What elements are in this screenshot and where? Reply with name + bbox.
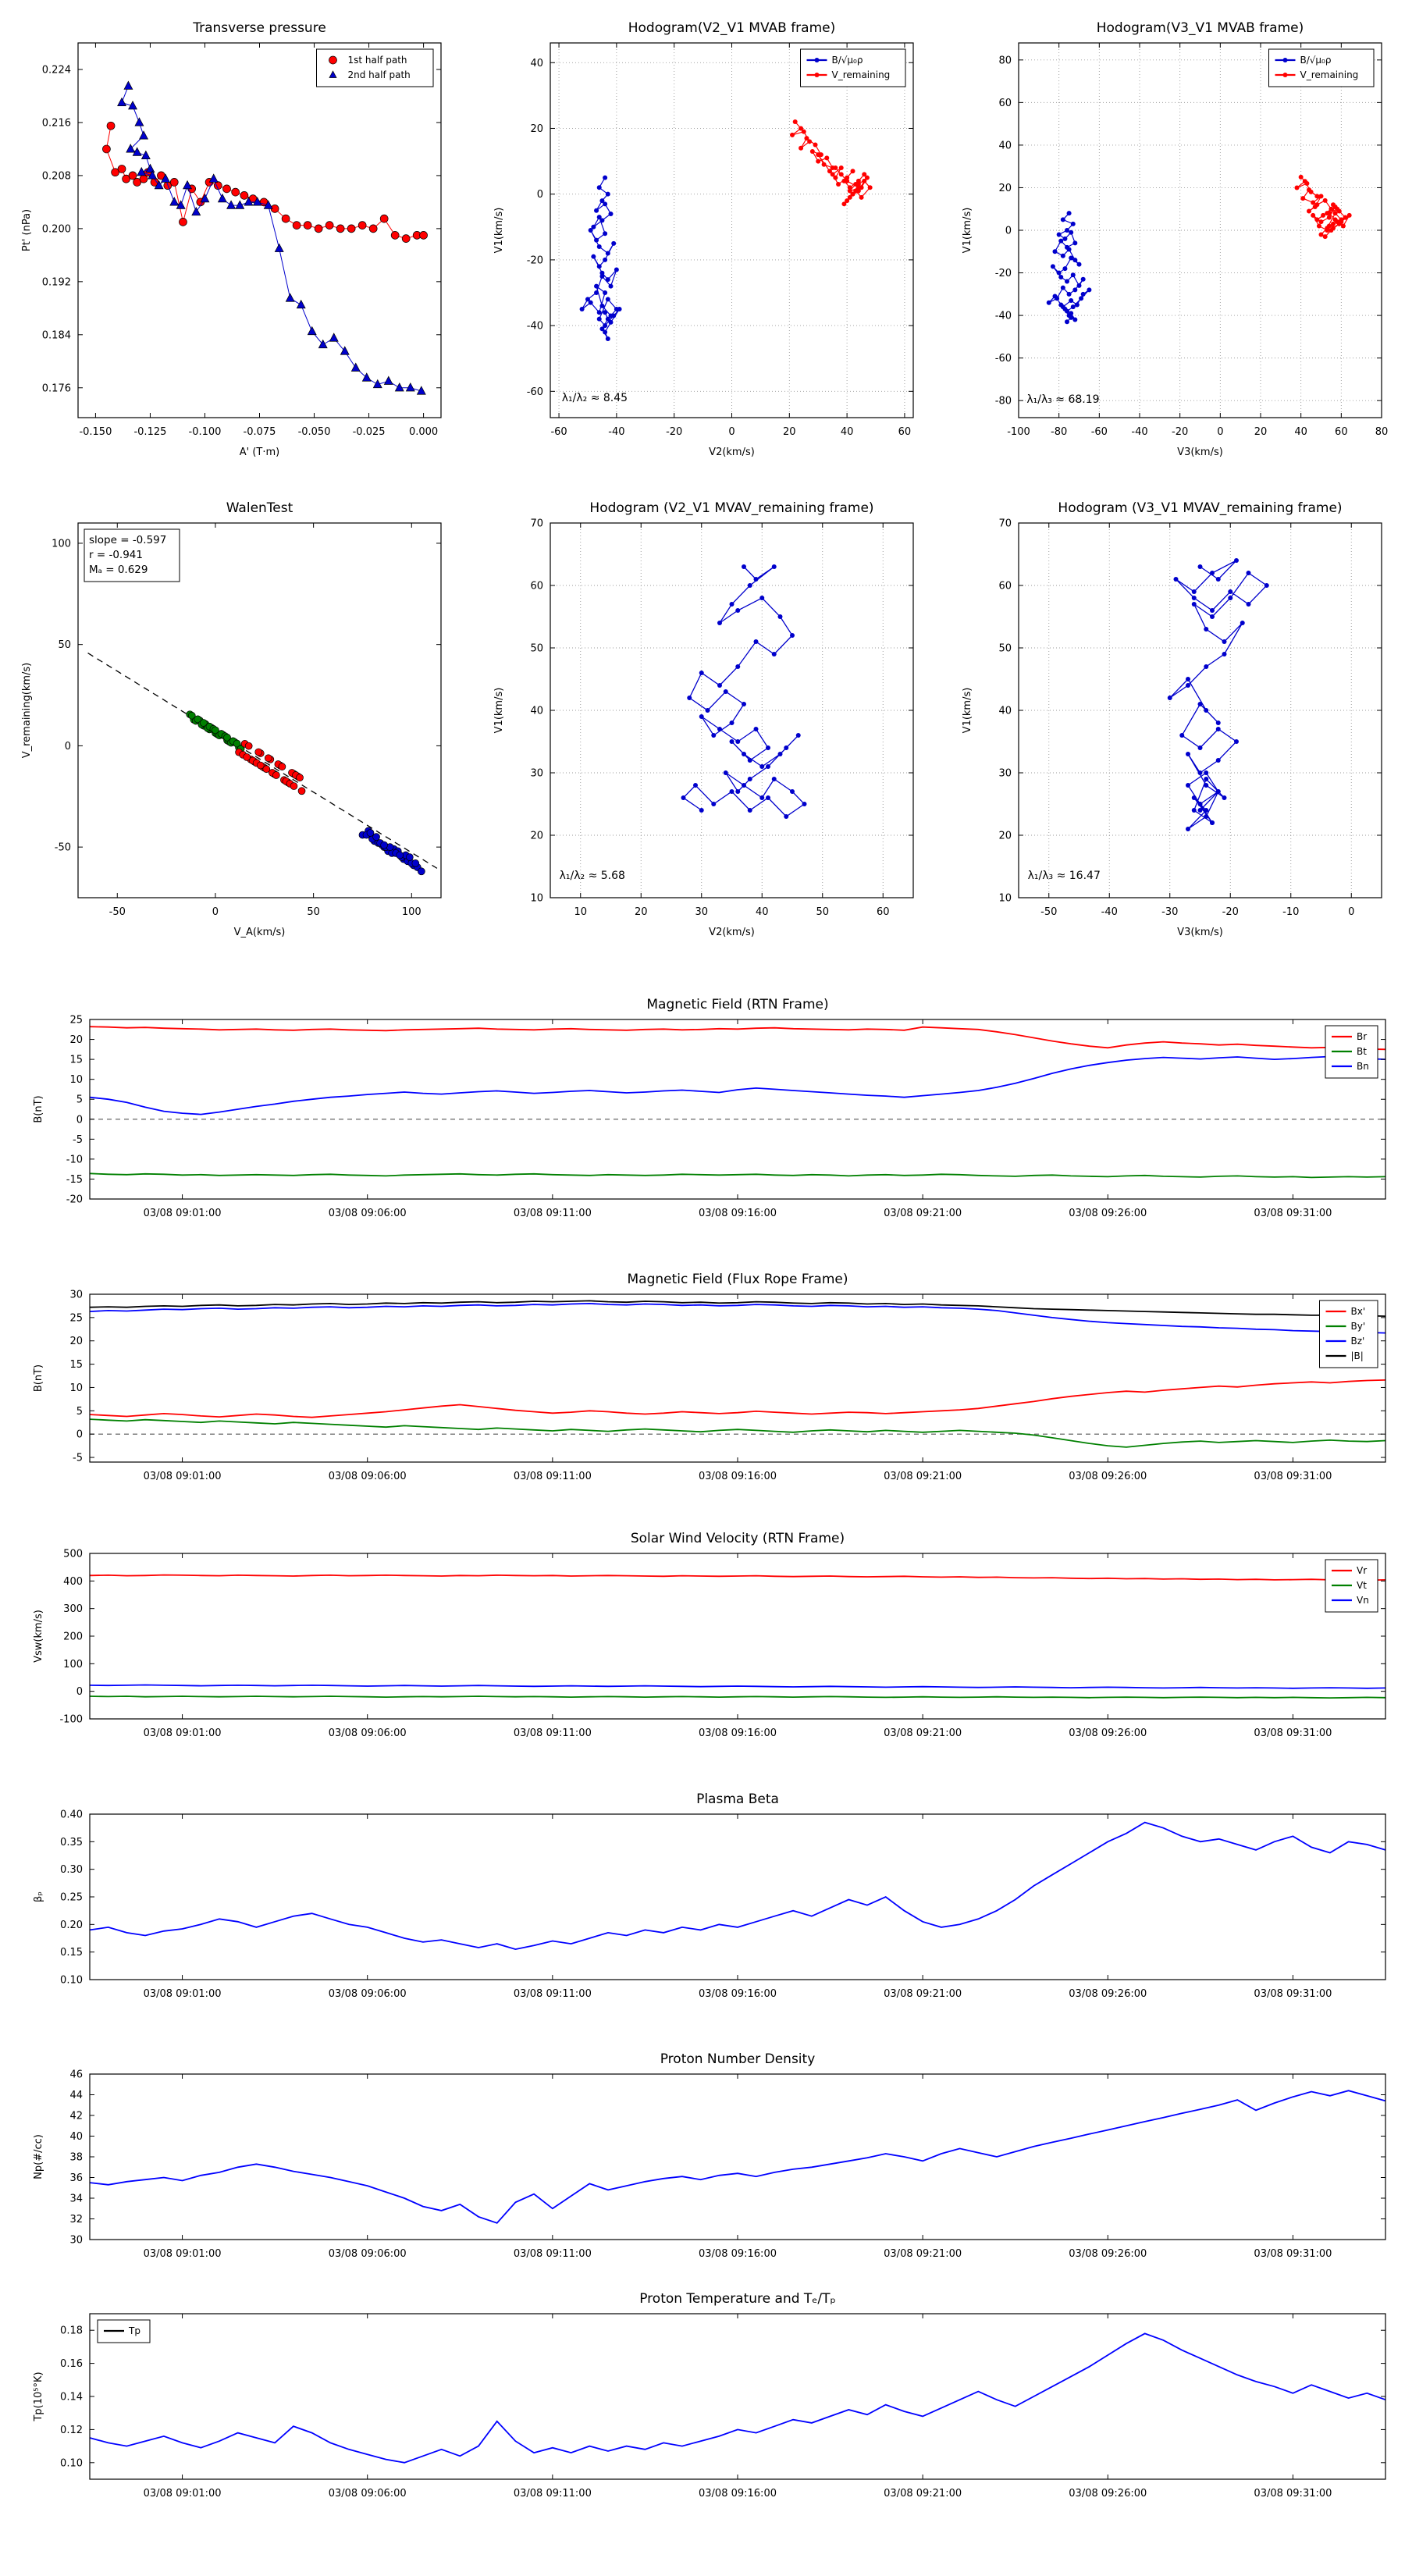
svg-text:20: 20 bbox=[69, 1034, 83, 1047]
panel-title: Hodogram(V2_V1 MVAB frame) bbox=[628, 20, 836, 36]
svg-text:30: 30 bbox=[998, 767, 1012, 780]
svg-text:0.000: 0.000 bbox=[408, 426, 439, 438]
svg-text:03/08 09:16:00: 03/08 09:16:00 bbox=[699, 2248, 777, 2260]
series-Br bbox=[90, 1026, 1385, 1049]
svg-text:-40: -40 bbox=[608, 426, 625, 438]
svg-text:25: 25 bbox=[69, 1014, 83, 1026]
svg-text:V3(km/s): V3(km/s) bbox=[1177, 447, 1223, 458]
panel-title: Magnetic Field (RTN Frame) bbox=[646, 997, 829, 1012]
svg-text:50: 50 bbox=[816, 906, 830, 918]
legend bbox=[1325, 1026, 1378, 1078]
svg-text:-50: -50 bbox=[108, 906, 126, 918]
svg-text:0.10: 0.10 bbox=[60, 2457, 83, 2470]
svg-text:03/08 09:01:00: 03/08 09:01:00 bbox=[143, 1471, 222, 1482]
panel-title: Transverse pressure bbox=[193, 20, 326, 36]
axes-frame bbox=[90, 1294, 1385, 1462]
svg-text:By': By' bbox=[1350, 1321, 1366, 1332]
svg-text:V_remaining(km/s): V_remaining(km/s) bbox=[21, 662, 33, 759]
svg-text:-0.125: -0.125 bbox=[133, 426, 167, 438]
svg-text:0.14: 0.14 bbox=[60, 2391, 83, 2403]
svg-text:03/08 09:21:00: 03/08 09:21:00 bbox=[884, 1727, 962, 1739]
svg-text:03/08 09:11:00: 03/08 09:11:00 bbox=[513, 2248, 592, 2260]
svg-text:38: 38 bbox=[69, 2151, 83, 2164]
svg-text:50: 50 bbox=[58, 639, 71, 652]
svg-text:V1(km/s): V1(km/s) bbox=[962, 687, 973, 734]
svg-text:0: 0 bbox=[212, 906, 219, 918]
svg-text:V_remaining: V_remaining bbox=[831, 69, 891, 80]
svg-text:36: 36 bbox=[69, 2172, 83, 2184]
svg-text:03/08 09:06:00: 03/08 09:06:00 bbox=[328, 2248, 407, 2260]
series-v-remaining bbox=[790, 119, 873, 206]
panel-walen_test bbox=[21, 500, 441, 938]
svg-text:-20: -20 bbox=[1172, 426, 1189, 438]
svg-text:03/08 09:21:00: 03/08 09:21:00 bbox=[884, 1208, 962, 1219]
series-cluster-blue bbox=[359, 827, 425, 875]
svg-text:Vsw(km/s): Vsw(km/s) bbox=[33, 1610, 44, 1663]
svg-text:03/08 09:16:00: 03/08 09:16:00 bbox=[699, 1208, 777, 1219]
svg-text:42: 42 bbox=[69, 2110, 83, 2122]
svg-text:03/08 09:06:00: 03/08 09:06:00 bbox=[328, 2488, 407, 2500]
svg-text:V1(km/s): V1(km/s) bbox=[962, 207, 973, 254]
svg-text:V_A(km/s): V_A(km/s) bbox=[233, 927, 286, 938]
svg-text:50: 50 bbox=[307, 906, 320, 918]
svg-text:Np(#/cc): Np(#/cc) bbox=[33, 2134, 44, 2179]
svg-text:0.20: 0.20 bbox=[60, 1919, 83, 1931]
svg-text:60: 60 bbox=[998, 97, 1012, 109]
svg-text:100: 100 bbox=[52, 538, 71, 550]
svg-text:-30: -30 bbox=[1161, 906, 1179, 918]
svg-text:V3(km/s): V3(km/s) bbox=[1177, 927, 1223, 938]
svg-text:5: 5 bbox=[76, 1405, 83, 1418]
svg-text:0: 0 bbox=[76, 1686, 83, 1699]
svg-text:Vn: Vn bbox=[1357, 1595, 1369, 1606]
svg-text:βₚ: βₚ bbox=[33, 1891, 44, 1902]
svg-text:40: 40 bbox=[998, 140, 1012, 152]
svg-text:-40: -40 bbox=[526, 320, 543, 333]
svg-text:40: 40 bbox=[530, 705, 543, 717]
svg-text:V1(km/s): V1(km/s) bbox=[493, 207, 505, 254]
svg-text:03/08 09:31:00: 03/08 09:31:00 bbox=[1254, 1208, 1332, 1219]
svg-text:10: 10 bbox=[69, 1074, 83, 1087]
panel-b_fluxrope bbox=[33, 1272, 1385, 1482]
series-beta-p bbox=[90, 1823, 1385, 1950]
svg-text:60: 60 bbox=[876, 906, 890, 918]
svg-text:0.184: 0.184 bbox=[41, 329, 71, 342]
panel-title: Proton Temperature and Tₑ/Tₚ bbox=[639, 2291, 836, 2307]
svg-text:Mₐ = 0.629: Mₐ = 0.629 bbox=[89, 564, 148, 576]
svg-text:0.30: 0.30 bbox=[60, 1864, 83, 1877]
svg-text:-0.025: -0.025 bbox=[352, 426, 386, 438]
svg-text:-0.100: -0.100 bbox=[188, 426, 222, 438]
svg-text:40: 40 bbox=[840, 426, 854, 438]
svg-text:100: 100 bbox=[63, 1658, 83, 1670]
svg-text:slope = -0.597: slope = -0.597 bbox=[89, 534, 167, 546]
svg-text:5: 5 bbox=[76, 1094, 83, 1106]
series-alfven-velocity bbox=[580, 176, 622, 341]
svg-text:0.216: 0.216 bbox=[41, 117, 71, 130]
svg-text:30: 30 bbox=[69, 2234, 83, 2247]
svg-text:03/08 09:31:00: 03/08 09:31:00 bbox=[1254, 2248, 1332, 2260]
panel-plasma_beta bbox=[33, 1791, 1385, 2000]
svg-text:03/08 09:26:00: 03/08 09:26:00 bbox=[1069, 2248, 1147, 2260]
series-By-prime bbox=[90, 1419, 1385, 1447]
svg-text:0.25: 0.25 bbox=[60, 1891, 83, 1904]
svg-text:03/08 09:26:00: 03/08 09:26:00 bbox=[1069, 1208, 1147, 1219]
series-Vt bbox=[90, 1696, 1385, 1698]
svg-text:03/08 09:01:00: 03/08 09:01:00 bbox=[143, 1208, 222, 1219]
svg-text:03/08 09:11:00: 03/08 09:11:00 bbox=[513, 2488, 592, 2500]
svg-text:03/08 09:16:00: 03/08 09:16:00 bbox=[699, 1727, 777, 1739]
svg-text:0: 0 bbox=[64, 740, 71, 753]
svg-text:20: 20 bbox=[530, 830, 543, 842]
svg-text:20: 20 bbox=[998, 830, 1012, 842]
svg-text:0: 0 bbox=[76, 1114, 83, 1126]
svg-text:03/08 09:21:00: 03/08 09:21:00 bbox=[884, 1988, 962, 2000]
svg-text:25: 25 bbox=[69, 1312, 83, 1325]
svg-text:0: 0 bbox=[1217, 426, 1224, 438]
svg-text:Pt' (nPa): Pt' (nPa) bbox=[21, 208, 33, 252]
svg-text:20: 20 bbox=[998, 182, 1012, 194]
svg-text:-0.075: -0.075 bbox=[243, 426, 276, 438]
legend bbox=[1269, 49, 1375, 87]
svg-text:Tp(10⁵°K): Tp(10⁵°K) bbox=[33, 2371, 44, 2421]
series-Tp bbox=[90, 2333, 1385, 2462]
series-Bx-prime bbox=[90, 1380, 1385, 1418]
svg-text:V_remaining: V_remaining bbox=[1300, 69, 1359, 80]
series-Vn bbox=[90, 1685, 1385, 1688]
svg-text:-80: -80 bbox=[994, 395, 1012, 407]
series-Bz-prime bbox=[90, 1304, 1385, 1333]
panel-hodogram_v2v1_mvab bbox=[493, 20, 913, 458]
svg-text:0.176: 0.176 bbox=[41, 382, 71, 395]
svg-text:50: 50 bbox=[998, 642, 1012, 655]
svg-text:-0.050: -0.050 bbox=[297, 426, 331, 438]
svg-text:03/08 09:11:00: 03/08 09:11:00 bbox=[513, 1208, 592, 1219]
axes-frame bbox=[90, 2074, 1385, 2240]
panel-hodogram_v3v1_mvav bbox=[962, 500, 1382, 938]
legend bbox=[801, 49, 906, 87]
svg-text:-10: -10 bbox=[66, 1154, 83, 1166]
walen-fit-line bbox=[88, 653, 437, 869]
svg-text:10: 10 bbox=[530, 892, 543, 905]
svg-text:-60: -60 bbox=[1090, 426, 1108, 438]
svg-text:-40: -40 bbox=[1101, 906, 1118, 918]
svg-text:15: 15 bbox=[69, 1359, 83, 1372]
svg-text:03/08 09:06:00: 03/08 09:06:00 bbox=[328, 1727, 407, 1739]
svg-text:0: 0 bbox=[536, 189, 543, 201]
svg-text:Vt: Vt bbox=[1357, 1580, 1367, 1591]
svg-text:80: 80 bbox=[1375, 426, 1389, 438]
svg-text:0.10: 0.10 bbox=[60, 1974, 83, 1987]
svg-text:40: 40 bbox=[1294, 426, 1307, 438]
legend bbox=[98, 2320, 150, 2343]
svg-text:Bx': Bx' bbox=[1350, 1306, 1366, 1317]
svg-text:0: 0 bbox=[76, 1429, 83, 1441]
svg-text:03/08 09:11:00: 03/08 09:11:00 bbox=[513, 1727, 592, 1739]
svg-text:B/√μ₀ρ: B/√μ₀ρ bbox=[831, 55, 863, 66]
panel-v_rtn bbox=[33, 1531, 1385, 1739]
legend bbox=[1320, 1300, 1378, 1368]
axes-frame bbox=[90, 1553, 1385, 1719]
svg-text:-60: -60 bbox=[550, 426, 567, 438]
svg-text:B(nT): B(nT) bbox=[33, 1095, 44, 1123]
svg-text:03/08 09:06:00: 03/08 09:06:00 bbox=[328, 1471, 407, 1482]
svg-text:70: 70 bbox=[530, 518, 543, 530]
svg-text:0.224: 0.224 bbox=[41, 64, 71, 76]
svg-text:V1(km/s): V1(km/s) bbox=[493, 687, 505, 734]
svg-text:44: 44 bbox=[69, 2090, 83, 2101]
svg-text:03/08 09:31:00: 03/08 09:31:00 bbox=[1254, 2488, 1332, 2500]
svg-text:60: 60 bbox=[530, 580, 543, 592]
axes-frame bbox=[90, 2314, 1385, 2479]
svg-text:30: 30 bbox=[69, 1289, 83, 1301]
svg-text:-20: -20 bbox=[526, 254, 543, 267]
svg-text:-10: -10 bbox=[1282, 906, 1300, 918]
svg-text:-80: -80 bbox=[1051, 426, 1068, 438]
svg-text:Br: Br bbox=[1357, 1031, 1368, 1042]
svg-text:70: 70 bbox=[998, 518, 1012, 530]
svg-text:Bt: Bt bbox=[1357, 1046, 1367, 1057]
series-cluster-red bbox=[236, 740, 305, 794]
annotation: λ₁/λ₃ ≈ 16.47 bbox=[1027, 870, 1101, 882]
svg-text:Tp: Tp bbox=[129, 2325, 140, 2336]
svg-text:0.18: 0.18 bbox=[60, 2325, 83, 2337]
series-alfven-velocity bbox=[1047, 211, 1092, 324]
svg-text:200: 200 bbox=[63, 1631, 83, 1643]
panel-title: Hodogram(V3_V1 MVAB frame) bbox=[1096, 20, 1304, 36]
svg-text:V2(km/s): V2(km/s) bbox=[709, 447, 755, 458]
svg-text:-50: -50 bbox=[54, 841, 71, 854]
svg-text:2nd half path: 2nd half path bbox=[347, 69, 411, 80]
svg-text:20: 20 bbox=[530, 123, 543, 135]
svg-text:20: 20 bbox=[1254, 426, 1268, 438]
svg-text:20: 20 bbox=[783, 426, 796, 438]
svg-text:03/08 09:26:00: 03/08 09:26:00 bbox=[1069, 1471, 1147, 1482]
svg-text:60: 60 bbox=[898, 426, 912, 438]
svg-text:0.16: 0.16 bbox=[60, 2358, 83, 2371]
panel-proton_temp bbox=[33, 2291, 1385, 2500]
annotation: λ₁/λ₂ ≈ 8.45 bbox=[561, 391, 628, 404]
svg-text:30: 30 bbox=[695, 906, 709, 918]
series-first-half-path bbox=[102, 122, 427, 242]
svg-text:30: 30 bbox=[530, 767, 543, 780]
axes-frame bbox=[90, 1019, 1385, 1199]
svg-text:46: 46 bbox=[69, 2069, 83, 2081]
svg-text:0.12: 0.12 bbox=[60, 2424, 83, 2436]
panel-title: WalenTest bbox=[226, 500, 293, 516]
annotation: λ₁/λ₂ ≈ 5.68 bbox=[559, 870, 625, 882]
svg-text:03/08 09:06:00: 03/08 09:06:00 bbox=[328, 1988, 407, 2000]
series-Bt bbox=[90, 1173, 1385, 1177]
svg-text:20: 20 bbox=[69, 1336, 83, 1348]
panel-proton_density bbox=[33, 2051, 1385, 2260]
svg-text:50: 50 bbox=[530, 642, 543, 655]
svg-text:20: 20 bbox=[634, 906, 648, 918]
svg-text:-0.150: -0.150 bbox=[79, 426, 112, 438]
svg-text:03/08 09:21:00: 03/08 09:21:00 bbox=[884, 2248, 962, 2260]
panel-title: Magnetic Field (Flux Rope Frame) bbox=[627, 1272, 848, 1287]
svg-text:-20: -20 bbox=[1222, 906, 1239, 918]
panel-b_rtn bbox=[33, 997, 1385, 1219]
svg-text:03/08 09:06:00: 03/08 09:06:00 bbox=[328, 1208, 407, 1219]
series-Bn bbox=[90, 1057, 1385, 1115]
svg-text:r = -0.941: r = -0.941 bbox=[89, 549, 143, 561]
svg-text:40: 40 bbox=[530, 57, 543, 69]
panel-title: Solar Wind Velocity (RTN Frame) bbox=[630, 1531, 845, 1546]
svg-text:-20: -20 bbox=[666, 426, 683, 438]
svg-text:-5: -5 bbox=[73, 1452, 83, 1464]
svg-text:10: 10 bbox=[574, 906, 588, 918]
axes-frame bbox=[78, 43, 441, 418]
svg-text:-20: -20 bbox=[994, 268, 1012, 280]
svg-text:-100: -100 bbox=[1007, 426, 1030, 438]
svg-text:03/08 09:11:00: 03/08 09:11:00 bbox=[513, 1988, 592, 2000]
svg-text:03/08 09:21:00: 03/08 09:21:00 bbox=[884, 1471, 962, 1482]
svg-text:-40: -40 bbox=[994, 310, 1012, 322]
svg-text:32: 32 bbox=[69, 2214, 83, 2226]
svg-text:80: 80 bbox=[998, 55, 1012, 67]
series-v-remaining-path bbox=[1168, 558, 1269, 831]
legend bbox=[317, 49, 434, 87]
panel-title: Proton Number Density bbox=[660, 2051, 816, 2067]
svg-text:-5: -5 bbox=[73, 1133, 83, 1146]
svg-text:0.15: 0.15 bbox=[60, 1947, 83, 1959]
svg-text:-40: -40 bbox=[1131, 426, 1148, 438]
svg-text:-60: -60 bbox=[994, 353, 1012, 365]
legend bbox=[1325, 1560, 1378, 1612]
svg-text:60: 60 bbox=[1335, 426, 1348, 438]
svg-text:10: 10 bbox=[998, 892, 1012, 905]
svg-text:0: 0 bbox=[1005, 225, 1012, 237]
svg-text:03/08 09:31:00: 03/08 09:31:00 bbox=[1254, 1988, 1332, 2000]
panel-hodogram_v2v1_mvav bbox=[493, 500, 913, 938]
svg-text:03/08 09:16:00: 03/08 09:16:00 bbox=[699, 1988, 777, 2000]
svg-text:10: 10 bbox=[69, 1382, 83, 1394]
svg-text:0.200: 0.200 bbox=[41, 223, 71, 236]
svg-text:1st half path: 1st half path bbox=[347, 55, 407, 66]
svg-text:40: 40 bbox=[998, 705, 1012, 717]
svg-text:-100: -100 bbox=[59, 1713, 83, 1726]
series-v-remaining bbox=[1295, 175, 1352, 239]
series-Np bbox=[90, 2090, 1385, 2223]
svg-text:15: 15 bbox=[69, 1054, 83, 1066]
svg-text:03/08 09:26:00: 03/08 09:26:00 bbox=[1069, 1988, 1147, 2000]
svg-text:0.40: 0.40 bbox=[60, 1809, 83, 1821]
svg-text:-50: -50 bbox=[1040, 906, 1058, 918]
svg-text:-15: -15 bbox=[66, 1173, 83, 1186]
svg-text:-20: -20 bbox=[66, 1194, 83, 1206]
annotation: λ₁/λ₃ ≈ 68.19 bbox=[1026, 393, 1100, 406]
svg-text:03/08 09:16:00: 03/08 09:16:00 bbox=[699, 1471, 777, 1482]
svg-text:0.192: 0.192 bbox=[41, 276, 71, 289]
svg-text:A' (T·m): A' (T·m) bbox=[239, 447, 280, 458]
series-cluster-green bbox=[187, 711, 244, 753]
svg-text:34: 34 bbox=[69, 2193, 83, 2205]
series-second-half-path bbox=[118, 81, 426, 394]
panel-title: Hodogram (V2_V1 MVAV_remaining frame) bbox=[589, 500, 874, 516]
svg-text:40: 40 bbox=[69, 2131, 83, 2143]
svg-text:0: 0 bbox=[728, 426, 735, 438]
svg-text:Bn: Bn bbox=[1357, 1061, 1369, 1072]
svg-text:400: 400 bbox=[63, 1575, 83, 1588]
svg-text:V2(km/s): V2(km/s) bbox=[709, 927, 755, 938]
svg-text:-60: -60 bbox=[526, 386, 543, 398]
svg-text:03/08 09:26:00: 03/08 09:26:00 bbox=[1069, 2488, 1147, 2500]
svg-text:500: 500 bbox=[63, 1548, 83, 1560]
svg-text:03/08 09:26:00: 03/08 09:26:00 bbox=[1069, 1727, 1147, 1739]
svg-text:|B|: |B| bbox=[1350, 1350, 1364, 1361]
svg-text:03/08 09:21:00: 03/08 09:21:00 bbox=[884, 2488, 962, 2500]
panel-title: Plasma Beta bbox=[696, 1791, 779, 1807]
svg-text:03/08 09:01:00: 03/08 09:01:00 bbox=[143, 2248, 222, 2260]
series-v-remaining-path bbox=[681, 564, 807, 819]
panel-hodogram_v3v1_mvab bbox=[962, 20, 1388, 458]
svg-text:300: 300 bbox=[63, 1603, 83, 1616]
svg-text:60: 60 bbox=[998, 580, 1012, 592]
panel-title: Hodogram (V3_V1 MVAV_remaining frame) bbox=[1058, 500, 1343, 516]
series-Vr bbox=[90, 1575, 1385, 1581]
svg-text:03/08 09:16:00: 03/08 09:16:00 bbox=[699, 2488, 777, 2500]
svg-text:40: 40 bbox=[755, 906, 769, 918]
svg-text:B(nT): B(nT) bbox=[33, 1364, 44, 1393]
svg-text:B/√μ₀ρ: B/√μ₀ρ bbox=[1300, 55, 1332, 66]
svg-text:03/08 09:31:00: 03/08 09:31:00 bbox=[1254, 1727, 1332, 1739]
svg-text:0: 0 bbox=[1348, 906, 1355, 918]
svg-text:03/08 09:31:00: 03/08 09:31:00 bbox=[1254, 1471, 1332, 1482]
svg-text:03/08 09:11:00: 03/08 09:11:00 bbox=[513, 1471, 592, 1482]
svg-text:03/08 09:01:00: 03/08 09:01:00 bbox=[143, 1988, 222, 2000]
svg-text:0.208: 0.208 bbox=[41, 170, 71, 183]
svg-text:Vr: Vr bbox=[1357, 1565, 1368, 1576]
panel-transverse_pressure bbox=[21, 20, 441, 458]
svg-text:100: 100 bbox=[401, 906, 422, 918]
svg-text:Bz': Bz' bbox=[1350, 1336, 1365, 1347]
svg-text:03/08 09:01:00: 03/08 09:01:00 bbox=[143, 2488, 222, 2500]
svg-text:0.35: 0.35 bbox=[60, 1836, 83, 1848]
svg-text:03/08 09:01:00: 03/08 09:01:00 bbox=[143, 1727, 222, 1739]
